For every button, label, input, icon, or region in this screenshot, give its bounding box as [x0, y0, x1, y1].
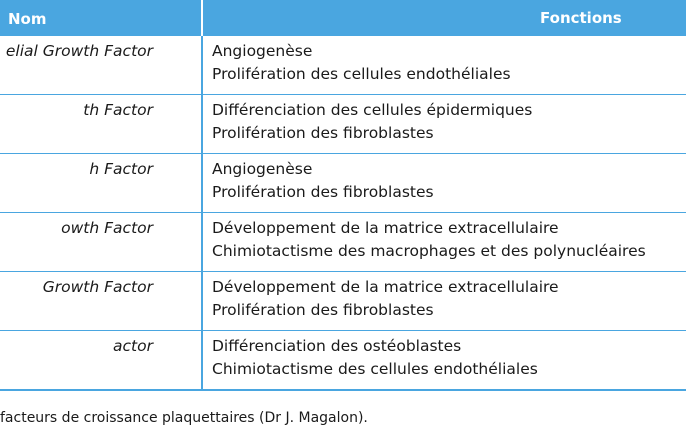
- function-line: Chimiotactisme des macrophages et des polynucléaires: [212, 242, 646, 260]
- header-name: Nom: [0, 0, 202, 36]
- function-line: Prolifération des fibroblastes: [212, 301, 434, 319]
- header-functions: Fonctions: [202, 0, 686, 36]
- function-line: Développement de la matrice extracellulaire: [212, 278, 559, 296]
- factor-functions: [202, 272, 686, 331]
- factor-name: h Factor: [0, 154, 202, 213]
- factor-functions: [202, 36, 686, 95]
- factor-functions: [202, 213, 686, 272]
- table-header-row: [0, 0, 686, 36]
- function-line: Prolifération des cellules endothéliales: [212, 65, 511, 83]
- function-line: Développement de la matrice extracellulaire: [212, 219, 559, 237]
- factor-functions: [202, 331, 686, 391]
- function-line: Angiogenèse: [212, 42, 313, 60]
- table-row: [0, 36, 686, 95]
- factor-name: actor: [0, 331, 202, 391]
- function-line: Différenciation des cellules épidermiques: [212, 101, 533, 119]
- table-row: [0, 272, 686, 331]
- factor-name: elial Growth Factor: [0, 36, 202, 95]
- table-caption: facteurs de croissance plaquettaires (Dr J. Magalon).: [0, 410, 368, 426]
- table-row: [0, 95, 686, 154]
- factor-functions: [202, 154, 686, 213]
- factor-functions: [202, 95, 686, 154]
- function-line: Prolifération des fibroblastes: [212, 183, 434, 201]
- table-row: [0, 213, 686, 272]
- function-line: Chimiotactisme des cellules endothéliales: [212, 360, 538, 378]
- function-line: Angiogenèse: [212, 160, 313, 178]
- factor-name: owth Factor: [0, 213, 202, 272]
- factor-name: Growth Factor: [0, 272, 202, 331]
- table-row: [0, 331, 686, 391]
- table-row: [0, 154, 686, 213]
- function-line: Prolifération des fibroblastes: [212, 124, 434, 142]
- factor-name: th Factor: [0, 95, 202, 154]
- function-line: Différenciation des ostéoblastes: [212, 337, 462, 355]
